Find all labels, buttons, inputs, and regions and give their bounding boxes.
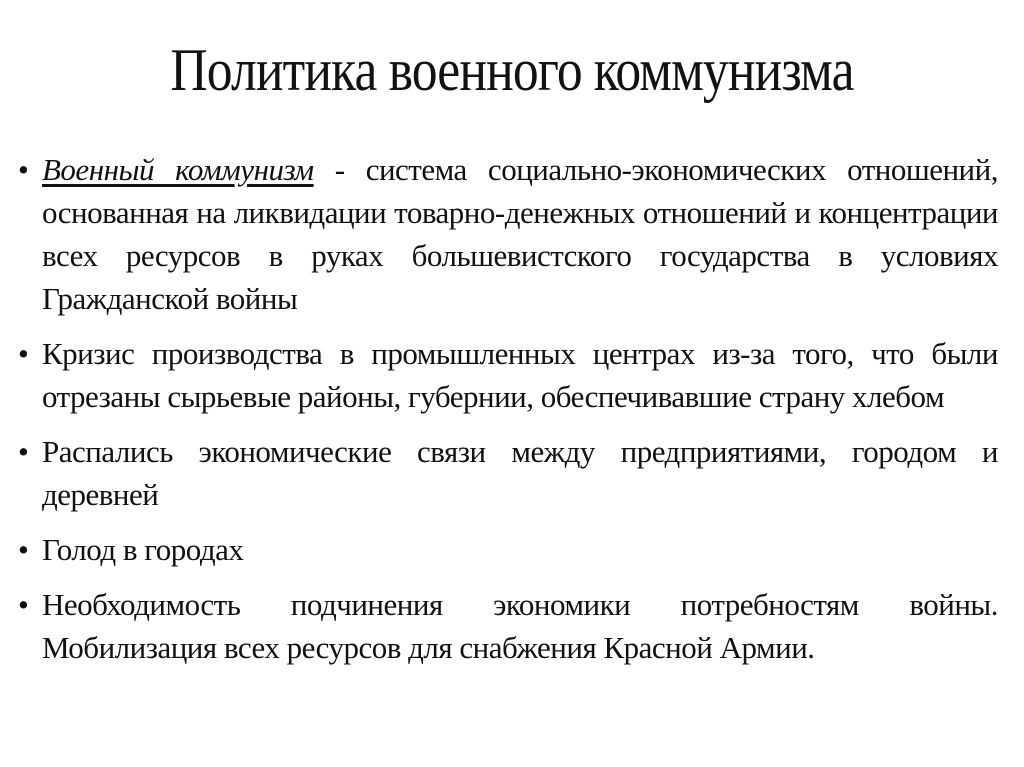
bullet-item-definition — [18, 148, 998, 320]
bullet-text: Кризис производства в промышленных центрах из-за того, что были отрезаны сырьевые районы, губернии, обеспечивавшие страну хлебом — [42, 336, 998, 414]
bullet-text: Распались экономические связи между предприятиями, городом и деревней — [42, 434, 998, 512]
bullet-text: Голод в городах — [42, 532, 244, 567]
bullet-icon: • — [18, 434, 29, 469]
bullet-list — [18, 148, 998, 681]
slide-title: Политика военного коммунизма — [170, 37, 854, 103]
bullet-icon: • — [18, 152, 29, 187]
bullet-item-mobilization — [18, 583, 998, 669]
bullet-item-economic-ties — [18, 430, 998, 516]
bullet-icon: • — [18, 532, 29, 567]
bullet-icon: • — [18, 587, 29, 622]
defined-term: Военный коммунизм — [42, 152, 314, 187]
bullet-text: Необходимость подчинения экономики потребностям войны. Мобилизация всех ресурсов для снабжения Красной Армии. — [42, 587, 998, 665]
bullet-item-famine — [18, 528, 998, 571]
bullet-text: - система социально-экономических отношений, основанная на ликвидации товарно-денежных отношений и концентрации всех ресурсов в руках большевистского государства в условиях Гражданской войны — [42, 152, 998, 316]
bullet-item-production-crisis — [18, 332, 998, 418]
bullet-icon: • — [18, 336, 29, 371]
